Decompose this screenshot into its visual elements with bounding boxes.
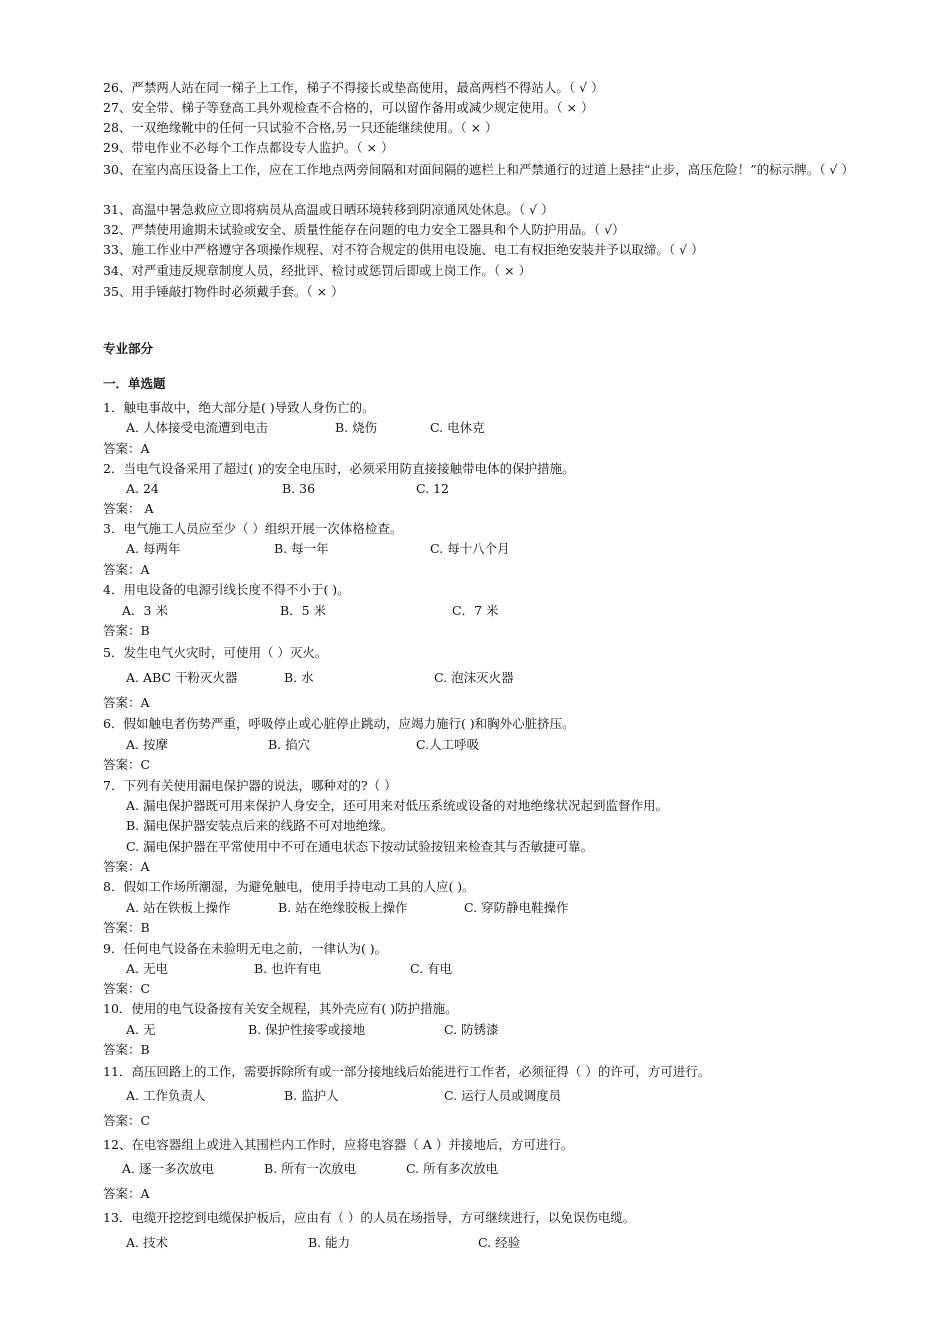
option-a: A. ABC 干粉灭火器 [126,670,238,685]
option-c: C. 所有多次放电 [406,1161,499,1176]
section-title: 专业部分 [103,341,154,356]
option-b: B. 烧伤 [335,420,378,435]
option-a: A. 人体接受电流遭到电击 [126,420,268,435]
answer-5: 答案：A [103,695,150,710]
option-b: B. 能力 [308,1235,351,1250]
option-a: A. 工作负责人 [126,1088,206,1103]
answer-8: 答案：B [103,920,150,935]
option-a: A. 漏电保护器既可用来保护人身安全，还可用来对低压系统或设备的对地绝缘状况起到监督作用。 [126,798,668,813]
tf-item-30: 30、在室内高压设备上工作，应在工作地点两旁间隔和对面间隔的遮栏上和严禁通行的过道上悬挂“止步，高压危险！”的标示牌。（ √ ） [103,162,854,177]
option-b: B. 保护性接零或接地 [248,1022,366,1037]
option-a: A. 按摩 [126,737,168,752]
option-a: A. 24 [126,481,159,496]
option-c: C. 漏电保护器在平常使用中不可在通电状态下按动试验按钮来检查其与否敏捷可靠。 [126,839,594,854]
question-5: 5．发生电气火灾时，可使用（ ）灭火。 [103,645,328,660]
tf-item-35: 35、用手锤敲打物件时必须戴手套。（ × ） [103,284,344,299]
question-4: 4．用电设备的电源引线长度不得不小于( )。 [103,582,350,597]
option-b: B. 水 [284,670,314,685]
option-c: C. 电休克 [430,420,485,435]
question-10: 10．使用的电气设备按有关安全规程，其外壳应有( )防护措施。 [103,1001,458,1016]
question-7: 7．下列有关使用漏电保护器的说法，哪种对的?（ ） [103,778,397,793]
option-a: A. 无 [126,1022,156,1037]
question-11: 11．高压回路上的工作，需要拆除所有或一部分接地线后始能进行工作者，必须征得（ ）的许可，方可进行。 [103,1064,711,1079]
option-c: C. 每十八个月 [430,541,510,556]
option-c: C. 12 [416,481,449,496]
answer-1: 答案：A [103,441,150,456]
question-2: 2．当电气设备采用了超过( )的安全电压时，必须采用防直接接触带电体的保护措施。 [103,461,575,476]
option-c: C. 防锈漆 [444,1022,499,1037]
answer-10: 答案：B [103,1042,150,1057]
answer-6: 答案：C [103,757,151,772]
answer-4: 答案：B [103,623,150,638]
option-b: B. 站在绝缘胶板上操作 [278,900,408,915]
option-c: C. 有电 [410,961,453,976]
tf-item-34: 34、对严重违反规章制度人员，经批评、检讨或惩罚后即或上岗工作。（ × ） [103,263,532,278]
answer-7: 答案：A [103,859,150,874]
option-c: C. 经验 [478,1235,521,1250]
question-9: 9．任何电气设备在未验明无电之前，一律认为( )。 [103,941,388,956]
tf-item-29: 29、带电作业不必每个工作点都设专人监护。（ × ） [103,140,394,155]
option-a: A．3 米 [122,603,168,618]
tf-item-28: 28、一双绝缘靴中的任何一只试验不合格,另一只还能继续使用。（ × ） [103,120,498,135]
option-a: A. 无电 [126,961,168,976]
tf-item-31: 31、高温中暑急救应立即将病员从高温或日晒环境转移到阴凉通风处休息。（ √ ） [103,202,554,217]
answer-12: 答案：A [103,1186,150,1201]
option-a: A. 技术 [126,1235,168,1250]
option-b: B. 每一年 [274,541,329,556]
option-c: C. 运行人员或调度员 [444,1088,562,1103]
question-6: 6．假如触电者伤势严重，呼吸停止或心脏停止跳动，应竭力施行( )和胸外心脏挤压。 [103,716,575,731]
tf-item-27: 27、安全带、梯子等登高工具外观检查不合格的，可以留作备用或减少规定使用。（ × ） [103,100,594,115]
option-a: A. 站在铁板上操作 [126,900,231,915]
question-12: 12、在电容器组上或进入其围栏内工作时，应将电容器（ A ）并接地后，方可进行。 [103,1137,574,1152]
tf-item-26: 26、严禁两人站在同一梯子上工作，梯子不得接长或垫高使用，最高两档不得站人。（ √ ） [103,80,604,95]
question-8: 8．假如工作场所潮湿，为避免触电，使用手持电动工具的人应( )。 [103,879,475,894]
option-b: B．5 米 [280,603,327,618]
option-b: B. 漏电保护器安装点后来的线路不可对地绝缘。 [126,818,394,833]
question-13: 13．电缆开挖挖到电缆保护板后，应由有（ ）的人员在场指导，方可继续进行，以免误伤电缆。 [103,1210,636,1225]
option-b: B. 也许有电 [254,961,322,976]
answer-2: 答案： A [103,501,154,516]
question-1: 1．触电事故中，绝大部分是( )导致人身伤亡的。 [103,400,375,415]
tf-item-33: 33、施工作业中严格遵守各项操作规程、对不符合规定的供用电设施、电工有权拒绝安装并予以取缔。（ √ ） [103,242,704,257]
option-b: B. 监护人 [284,1088,339,1103]
answer-11: 答案：C [103,1113,151,1128]
option-c: C．7 米 [452,603,499,618]
option-c: C. 穿防静电鞋操作 [464,900,569,915]
option-c: C.人工呼吸 [416,737,480,752]
option-c: C. 泡沫灭火器 [434,670,514,685]
option-a: A. 逐一多次放电 [122,1161,214,1176]
answer-3: 答案：A [103,562,150,577]
option-b: B. 所有一次放电 [264,1161,357,1176]
tf-item-32: 32、严禁使用逾期未试验或安全、质量性能存在问题的电力安全工器具和个人防护用品。（ √） [103,222,625,237]
question-3: 3．电气施工人员应至少（ ）组织开展一次体格检查。 [103,521,403,536]
option-a: A. 每两年 [126,541,181,556]
option-b: B. 36 [282,481,316,496]
subsection-title: 一．单选题 [103,376,166,391]
answer-9: 答案：C [103,981,151,996]
option-b: B. 掐穴 [268,737,311,752]
